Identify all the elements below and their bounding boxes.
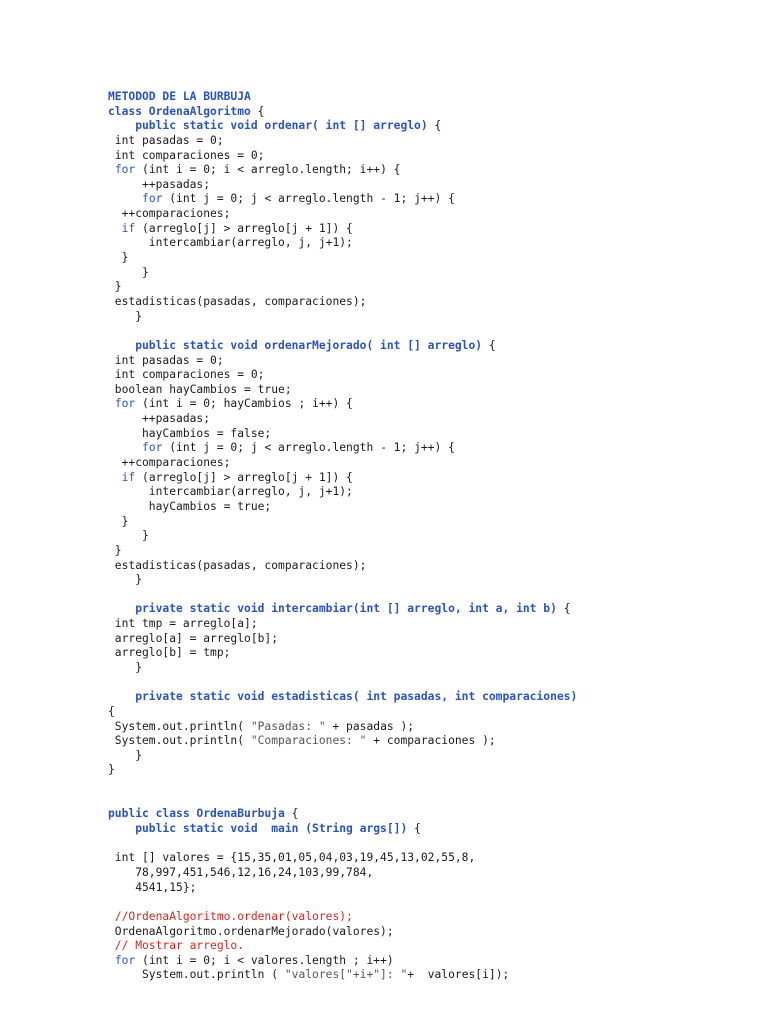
code-line bbox=[108, 412, 748, 427]
code-line bbox=[108, 178, 748, 193]
code-token: estadisticas(pasadas, comparaciones); bbox=[108, 294, 367, 308]
code-line bbox=[108, 661, 748, 676]
code-token: intercambiar(arreglo, j, j+1); bbox=[108, 485, 353, 499]
code-token: } bbox=[108, 514, 129, 528]
code-line bbox=[108, 222, 748, 237]
code-line bbox=[108, 573, 748, 588]
code-line bbox=[108, 793, 748, 808]
code-line bbox=[108, 822, 748, 837]
code-token: if bbox=[121, 221, 136, 235]
code-token: for bbox=[114, 953, 136, 967]
code-line bbox=[108, 383, 748, 398]
code-line bbox=[108, 807, 748, 822]
code-token: for bbox=[142, 192, 163, 206]
code-token: METODOD DE LA BURBUJA bbox=[108, 90, 251, 103]
code-token: } bbox=[108, 660, 143, 674]
code-line bbox=[108, 529, 748, 544]
code-line bbox=[108, 778, 748, 793]
code-token: "Pasadas: " bbox=[250, 719, 326, 733]
code-token: public static void ordenarMejorado( int [] arreglo) bbox=[108, 338, 489, 352]
code-line bbox=[108, 632, 748, 647]
code-token: 4541,15}; bbox=[108, 880, 197, 894]
code-token: hayCambios = false; bbox=[108, 426, 272, 440]
code-line bbox=[108, 90, 748, 105]
code-token bbox=[108, 192, 142, 205]
code-line bbox=[108, 119, 748, 134]
code-token: (int i = 0; hayCambios ; i++) { bbox=[135, 397, 353, 411]
code-token: } bbox=[108, 763, 115, 777]
code-line bbox=[108, 500, 748, 515]
code-line bbox=[108, 192, 748, 207]
code-token: + comparaciones ); bbox=[366, 734, 496, 748]
code-token: arreglo[a] = arreglo[b]; bbox=[108, 631, 279, 645]
code-token: (int i = 0; i < valores.length ; i++) bbox=[135, 953, 394, 967]
code-token: int [] valores = {15,35,01,05,04,03,19,45,13,02,55,8, bbox=[108, 851, 476, 865]
code-line bbox=[108, 324, 748, 339]
code-token: } bbox=[108, 251, 129, 265]
code-token: { bbox=[488, 338, 496, 352]
code-token: (int i = 0; i < arreglo.length; i++) { bbox=[135, 163, 401, 177]
code-token: "valores["+i+"]: " bbox=[284, 968, 408, 982]
code-token bbox=[108, 163, 115, 176]
code-token: OrdenaAlgoritmo.ordenarMejorado(valores); bbox=[108, 924, 394, 938]
code-line bbox=[108, 207, 748, 222]
code-token: // Mostrar arreglo. bbox=[108, 939, 245, 953]
code-token bbox=[108, 954, 115, 967]
code-line bbox=[108, 734, 748, 749]
code-token: { bbox=[434, 119, 442, 133]
code-line bbox=[108, 559, 748, 574]
code-token: } bbox=[108, 265, 149, 279]
code-token: { bbox=[291, 807, 299, 821]
code-line bbox=[108, 456, 748, 471]
code-line bbox=[108, 105, 748, 120]
code-token: intercambiar(arreglo, j, j+1); bbox=[108, 236, 353, 250]
code-token: } bbox=[108, 529, 149, 543]
code-token: public static void main (String args[]) bbox=[108, 822, 415, 836]
code-token: ++pasadas; bbox=[108, 412, 211, 426]
code-line bbox=[108, 236, 748, 251]
code-line bbox=[108, 720, 748, 735]
code-line bbox=[108, 134, 748, 149]
code-token: { bbox=[108, 704, 115, 718]
code-line bbox=[108, 310, 748, 325]
code-token: public class OrdenaBurbuja bbox=[108, 807, 292, 821]
code-token: hayCambios = true; bbox=[108, 499, 272, 513]
code-token: System.out.println( bbox=[108, 719, 251, 733]
code-token: System.out.println( bbox=[108, 734, 251, 748]
code-line bbox=[108, 895, 748, 910]
code-line bbox=[108, 910, 748, 925]
code-line bbox=[108, 251, 748, 266]
code-token: } bbox=[108, 748, 143, 762]
code-line bbox=[108, 471, 748, 486]
code-token: boolean hayCambios = true; bbox=[108, 382, 292, 396]
code-token bbox=[108, 471, 122, 484]
code-token: } bbox=[108, 573, 143, 587]
code-line bbox=[108, 163, 748, 178]
code-token: ++comparaciones; bbox=[108, 207, 231, 221]
code-line bbox=[108, 925, 748, 940]
code-token: + pasadas ); bbox=[325, 719, 415, 733]
code-line bbox=[108, 749, 748, 764]
code-line bbox=[108, 646, 748, 661]
code-token: } bbox=[108, 543, 122, 557]
code-token: } bbox=[108, 309, 143, 323]
code-line bbox=[108, 954, 748, 969]
code-token: for bbox=[142, 441, 163, 455]
code-line bbox=[108, 339, 748, 354]
code-token: int pasadas = 0; bbox=[108, 133, 224, 147]
code-token: public static void ordenar( int [] arreglo) bbox=[108, 119, 435, 133]
code-line bbox=[108, 939, 748, 954]
code-token: class OrdenaAlgoritmo bbox=[108, 104, 258, 118]
code-line bbox=[108, 676, 748, 691]
code-listing bbox=[108, 90, 748, 983]
code-token bbox=[108, 222, 122, 235]
code-token: 78,997,451,546,12,16,24,103,99,784, bbox=[108, 865, 374, 879]
code-token: ++pasadas; bbox=[108, 177, 211, 191]
code-line bbox=[108, 515, 748, 530]
code-token: { bbox=[563, 602, 571, 616]
code-line bbox=[108, 544, 748, 559]
code-line bbox=[108, 280, 748, 295]
code-token: estadisticas(pasadas, comparaciones); bbox=[108, 558, 367, 572]
code-line bbox=[108, 149, 748, 164]
code-token: for bbox=[114, 163, 136, 177]
code-token: (int j = 0; j < arreglo.length - 1; j++) { bbox=[162, 441, 455, 455]
code-token: { bbox=[414, 822, 421, 836]
code-token: int comparaciones = 0; bbox=[108, 368, 265, 382]
code-token bbox=[108, 397, 115, 410]
code-token: } bbox=[108, 280, 122, 294]
code-token: private static void intercambiar(int [] arreglo, int a, int b) bbox=[108, 602, 564, 616]
code-token: (arreglo[j] > arreglo[j + 1]) { bbox=[135, 470, 353, 484]
code-line bbox=[108, 266, 748, 281]
code-line bbox=[108, 837, 748, 852]
code-line bbox=[108, 881, 748, 896]
code-line bbox=[108, 485, 748, 500]
code-line bbox=[108, 427, 748, 442]
code-token: System.out.println ( bbox=[108, 968, 285, 982]
code-token: arreglo[b] = tmp; bbox=[108, 646, 231, 660]
code-line bbox=[108, 851, 748, 866]
code-line bbox=[108, 763, 748, 778]
code-line bbox=[108, 617, 748, 632]
code-token bbox=[108, 441, 142, 454]
code-token: "Comparaciones: " bbox=[250, 734, 367, 748]
code-line bbox=[108, 866, 748, 881]
code-line bbox=[108, 295, 748, 310]
code-line bbox=[108, 397, 748, 412]
code-token: int tmp = arreglo[a]; bbox=[108, 617, 258, 631]
code-token: private static void estadisticas( int pasadas, int comparaciones) bbox=[108, 690, 578, 704]
code-token: for bbox=[114, 397, 136, 411]
code-token: + valores[i]); bbox=[407, 968, 510, 982]
code-token: ++comparaciones; bbox=[108, 456, 231, 470]
code-token: (int j = 0; j < arreglo.length - 1; j++) { bbox=[162, 192, 455, 206]
code-line bbox=[108, 602, 748, 617]
code-token: int pasadas = 0; bbox=[108, 353, 224, 367]
code-line bbox=[108, 690, 748, 705]
code-line bbox=[108, 354, 748, 369]
code-token: (arreglo[j] > arreglo[j + 1]) { bbox=[135, 221, 353, 235]
code-token: int comparaciones = 0; bbox=[108, 148, 265, 162]
code-token: { bbox=[257, 104, 265, 118]
code-line bbox=[108, 441, 748, 456]
code-line bbox=[108, 705, 748, 720]
code-line bbox=[108, 368, 748, 383]
code-line bbox=[108, 968, 748, 983]
code-token: if bbox=[121, 470, 136, 484]
code-line bbox=[108, 588, 748, 603]
code-token: //OrdenaAlgoritmo.ordenar(valores); bbox=[108, 909, 353, 923]
